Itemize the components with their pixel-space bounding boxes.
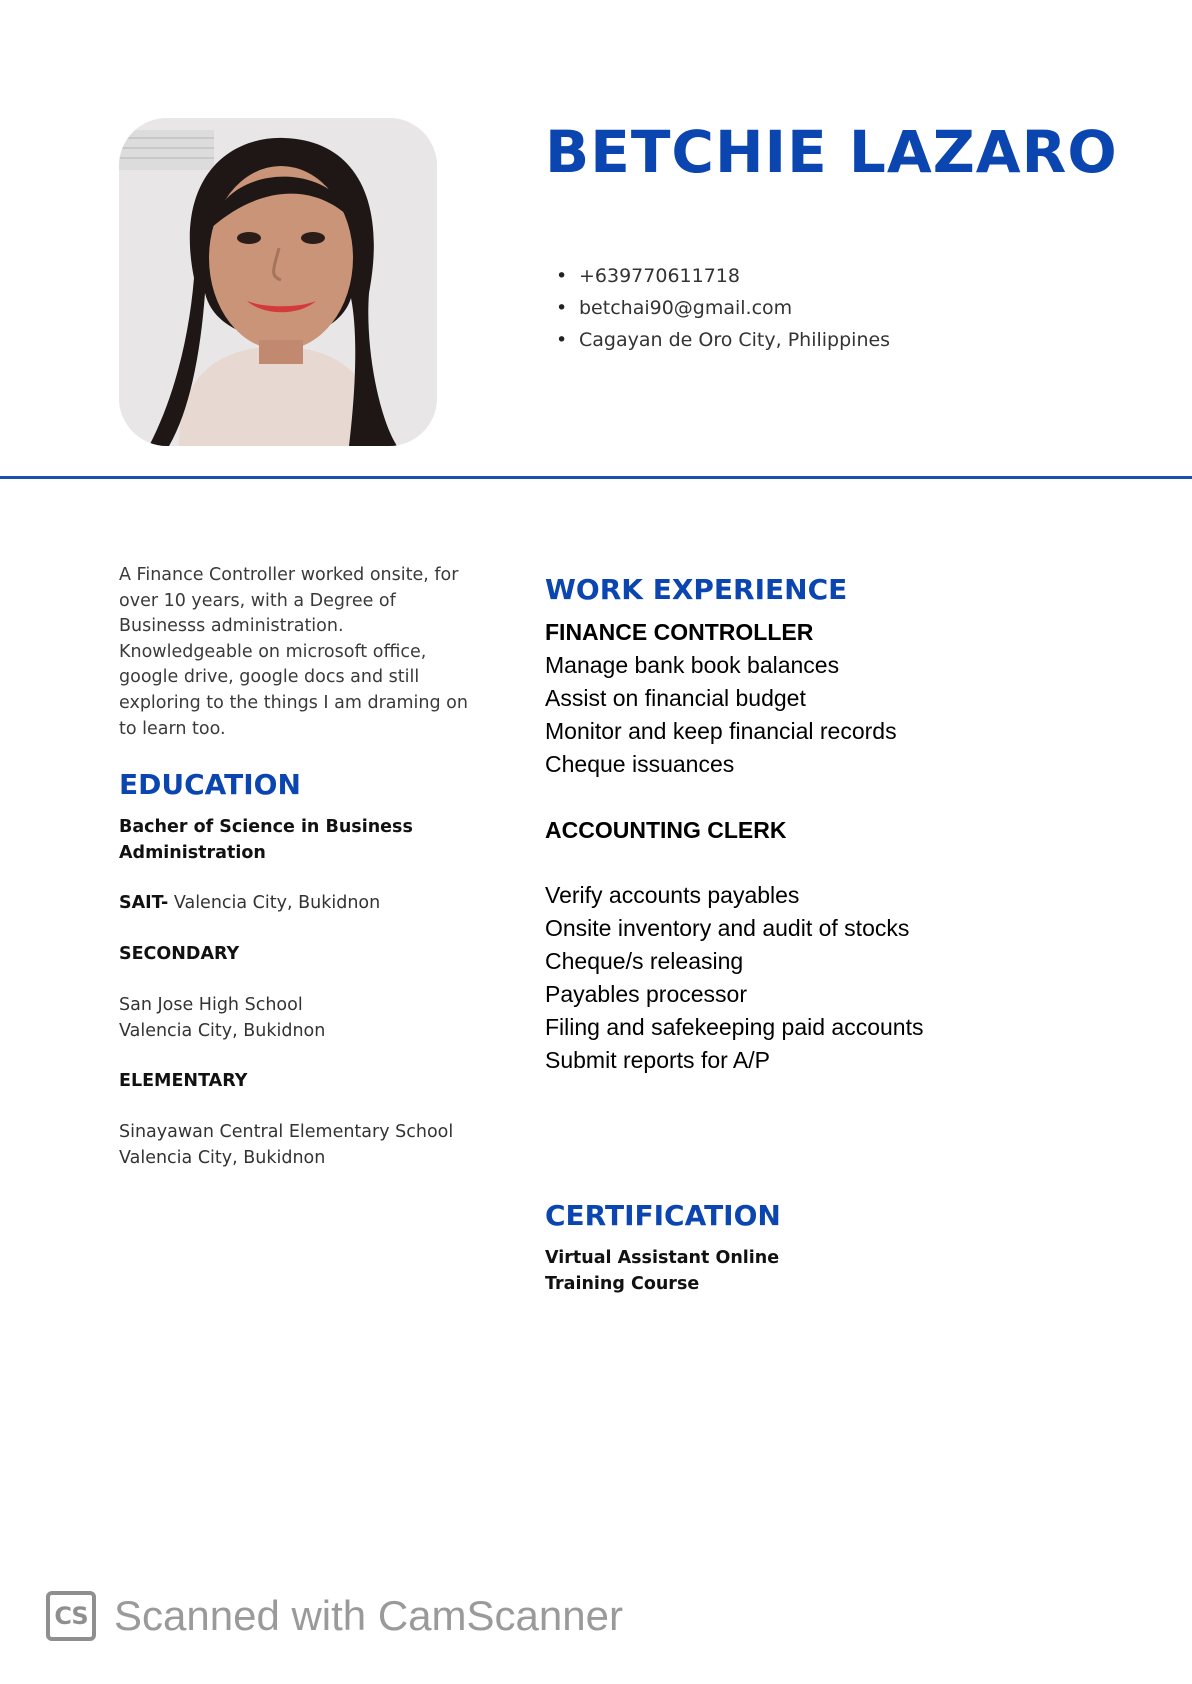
certification-heading: CERTIFICATION bbox=[545, 1199, 781, 1232]
contact-phone: • +639770611718 bbox=[556, 260, 890, 292]
contact-email: • betchai90@gmail.com bbox=[556, 292, 890, 324]
secondary-location: Valencia City, Bukidnon bbox=[119, 1020, 326, 1041]
camscanner-watermark bbox=[46, 1588, 623, 1644]
contact-list bbox=[556, 260, 890, 356]
header-divider bbox=[0, 476, 1192, 479]
degree-title: Bacher of Science in Business Administration bbox=[119, 817, 413, 863]
job-duty: Cheque issuances bbox=[545, 751, 735, 777]
job-duty: Filing and safekeeping paid accounts bbox=[545, 1014, 924, 1040]
elementary-label: ELEMENTARY bbox=[119, 1071, 248, 1091]
contact-location: • Cagayan de Oro City, Philippines bbox=[556, 324, 890, 356]
secondary-label: SECONDARY bbox=[119, 944, 240, 964]
elementary-location: Valencia City, Bukidnon bbox=[119, 1147, 326, 1168]
work-experience-heading: WORK EXPERIENCE bbox=[545, 573, 848, 606]
certification-text: Virtual Assistant Online Training Course bbox=[545, 1248, 780, 1294]
job-duty: Onsite inventory and audit of stocks bbox=[545, 915, 910, 941]
education-secondary bbox=[119, 993, 499, 1044]
camscanner-logo-icon: CS bbox=[46, 1591, 96, 1641]
job-duties-list bbox=[545, 649, 897, 781]
college-location: Valencia City, Bukidnon bbox=[168, 893, 381, 913]
college-school: SAIT- bbox=[119, 893, 169, 913]
job-duty: Assist on financial budget bbox=[545, 685, 806, 711]
job-duty: Monitor and keep financial records bbox=[545, 718, 897, 744]
education-elementary-label bbox=[119, 1069, 499, 1095]
watermark-text: Scanned with CamScanner bbox=[114, 1592, 623, 1639]
job-duty: Manage bank book balances bbox=[545, 652, 840, 678]
job-duty: Verify accounts payables bbox=[545, 882, 800, 908]
job-duties-list bbox=[545, 879, 923, 1077]
education-degree bbox=[119, 815, 419, 866]
education-heading: EDUCATION bbox=[119, 768, 301, 801]
job-duty: Payables processor bbox=[545, 981, 747, 1007]
profile-photo bbox=[119, 118, 437, 446]
secondary-school: San Jose High School bbox=[119, 995, 303, 1015]
job-duty: Submit reports for A/P bbox=[545, 1047, 770, 1073]
summary-text: A Finance Controller worked onsite, for over 10 years, with a Degree of Businesss administration. Knowledgeable on microsoft office, google drive, google docs and still exploring to the things I am draming on to learn too. bbox=[119, 565, 468, 739]
candidate-name: BETCHIE LAZARO bbox=[545, 118, 1118, 186]
education-secondary-label bbox=[119, 942, 499, 968]
elementary-school: Sinayawan Central Elementary School bbox=[119, 1122, 454, 1142]
education-elementary bbox=[119, 1120, 499, 1171]
education-college bbox=[119, 891, 499, 917]
job-title: ACCOUNTING CLERK bbox=[545, 817, 787, 843]
job-title: FINANCE CONTROLLER bbox=[545, 619, 814, 645]
job-duty: Cheque/s releasing bbox=[545, 948, 744, 974]
